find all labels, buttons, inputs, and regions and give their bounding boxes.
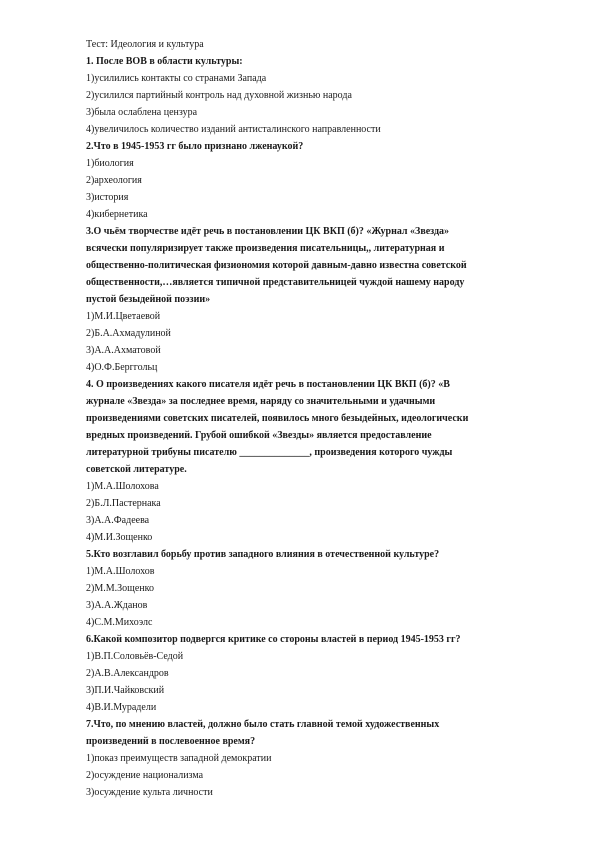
question-3-text-line-3: общественно-политическая физиономия которой давным-давно известна советской bbox=[86, 260, 467, 271]
question-4-text-line-1: 4. О произведениях какого писателя идёт речь в постановлении ЦК ВКП (б)? «В bbox=[86, 379, 450, 390]
question-5-option-3: 3)А.А.Жданов bbox=[86, 600, 148, 611]
question-3-text-line-1: 3.О чьём творчестве идёт речь в постановлении ЦК ВКП (б)? «Журнал «Звезда» bbox=[86, 226, 450, 237]
question-6-option-4: 4)В.И.Мурадели bbox=[86, 702, 157, 713]
question-6-text: 6.Какой композитор подвергся критике со стороны властей в период 1945-1953 гг? bbox=[86, 634, 461, 645]
question-2-option-3: 3)история bbox=[86, 192, 129, 203]
question-7-option-2: 2)осуждение национализма bbox=[86, 770, 204, 781]
question-4-option-4: 4)М.И.Зощенко bbox=[86, 532, 153, 543]
question-4-text-line-5: литературной трибуны писателю ______________, произведения которого чужды bbox=[86, 447, 453, 458]
document-page bbox=[86, 36, 546, 801]
question-2-option-2: 2)археология bbox=[86, 175, 142, 186]
question-3-option-3: 3)А.А.Ахматовой bbox=[86, 345, 161, 356]
question-7-text-line-1: 7.Что, по мнению властей, должно было стать главной темой художественных bbox=[86, 719, 440, 730]
question-4-option-3: 3)А.А.Фадеева bbox=[86, 515, 150, 526]
question-5-option-4: 4)С.М.Михоэлс bbox=[86, 617, 153, 628]
question-1-text: 1. После ВОВ в области культуры: bbox=[86, 56, 243, 67]
question-7-option-1: 1)показ преимуществ западной демократии bbox=[86, 753, 272, 764]
question-4-option-1: 1)М.А.Шолохова bbox=[86, 481, 159, 492]
question-5-option-2: 2)М.М.Зощенко bbox=[86, 583, 154, 594]
question-4-option-2: 2)Б.Л.Пастернака bbox=[86, 498, 161, 509]
question-4-text-line-2: журнале «Звезда» за последнее время, наряду со значительными и удачными bbox=[86, 396, 436, 407]
document-title: Тест: Идеология и культура bbox=[86, 39, 204, 50]
question-1-option-4: 4)увеличилось количество изданий антисталинского направленности bbox=[86, 124, 381, 135]
question-7-text-line-2: произведений в послевоенное время? bbox=[86, 736, 256, 747]
question-3-option-1: 1)М.И.Цветаевой bbox=[86, 311, 161, 322]
question-6-option-2: 2)А.В.Александров bbox=[86, 668, 169, 679]
question-3-text-line-2: всячески популяризирует также произведения писательницы,, литературная и bbox=[86, 243, 445, 254]
question-1-option-2: 2)усилился партийный контроль над духовной жизнью народа bbox=[86, 90, 352, 101]
question-3-option-2: 2)Б.А.Ахмадулиной bbox=[86, 328, 171, 339]
question-4-text-line-3: произведениями советских писателей, появилось много безыдейных, идеологически bbox=[86, 413, 469, 424]
question-2-text: 2.Что в 1945-1953 гг было признано лженаукой? bbox=[86, 141, 304, 152]
question-6-option-1: 1)В.П.Соловьёв-Седой bbox=[86, 651, 184, 662]
question-7-option-3: 3)осуждение культа личности bbox=[86, 787, 213, 798]
question-3-option-4: 4)О.Ф.Берггольц bbox=[86, 362, 158, 373]
question-5-option-1: 1)М.А.Шолохов bbox=[86, 566, 155, 577]
question-3-text-line-4: общественности,…является типичной представительницей чуждой нашему народу bbox=[86, 277, 465, 288]
question-6-option-3: 3)П.И.Чайковский bbox=[86, 685, 165, 696]
question-4-text-line-6: советской литературе. bbox=[86, 464, 187, 475]
question-5-text: 5.Кто возглавил борьбу против западного влияния в отечественной культуре? bbox=[86, 549, 440, 560]
question-1-option-1: 1)усилились контакты со странами Запада bbox=[86, 73, 267, 84]
question-2-option-1: 1)биология bbox=[86, 158, 134, 169]
question-2-option-4: 4)кибернетика bbox=[86, 209, 148, 220]
question-1-option-3: 3)была ослаблена цензура bbox=[86, 107, 198, 118]
question-4-text-line-4: вредных произведений. Грубой ошибкой «Звезды» является предоставление bbox=[86, 430, 432, 441]
question-3-text-line-5: пустой безыдейной поэзии» bbox=[86, 294, 211, 305]
